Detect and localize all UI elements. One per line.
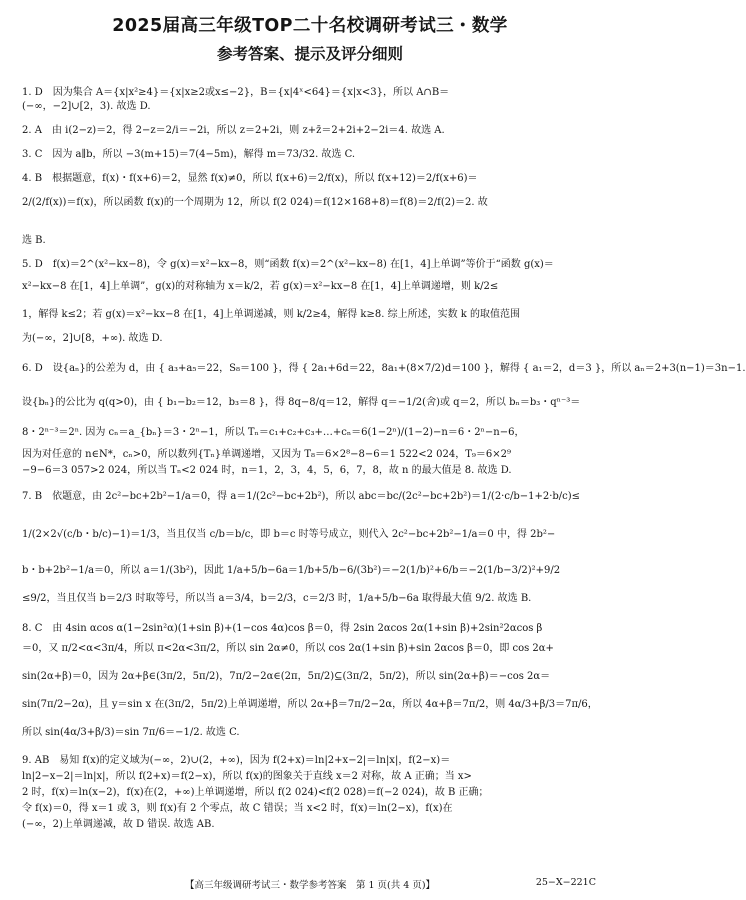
answer-line: 2/(2/f(x))＝f(x)，所以函数 f(x)的一个周期为 12，所以 f(2 024)＝f(12×168+8)＝f(8)＝2/f(2)＝2. 故 xyxy=(22,197,488,208)
answer-line: 8・2ⁿ⁻³＝2ⁿ. 因为 cₙ＝a_{bₙ}＝3・2ⁿ−1，所以 Tₙ＝c₁+c₂+c₃+…+cₙ＝6(1−2ⁿ)/(1−2)−n＝6・2ⁿ−n−6， xyxy=(22,427,525,438)
answer-line: 2 时，f(x)＝ln(x−2)，f(x)在(2，+∞)上单调递增，所以 f(2 024)<f(2 028)＝f(−2 024)，故 B 正确； xyxy=(22,787,489,798)
answer-line: 为(−∞，2]∪[8，+∞). 故选 D. xyxy=(22,333,163,344)
answer-line: 令 f(x)＝0，得 x＝1 或 3，则 f(x)有 2 个零点，故 C 错误；当 x<2 时，f(x)＝ln(2−x)，f(x)在 xyxy=(22,803,453,814)
answer-line: 5. D f(x)＝2^(x²−kx−8)，令 g(x)＝x²−kx−8，则“函数 f(x)＝2^(x²−kx−8) 在[1，4]上单调”等价于“函数 g(x)＝ xyxy=(22,259,554,270)
answer-line: 8. C 由 4sin αcos α(1−2sin²α)(1+sin β)+(1−cos 4α)cos β＝0，得 2sin 2αcos 2α(1+sin β)+2sin²2αcos β xyxy=(22,623,543,634)
answer-line: 6. D 设{aₙ}的公差为 d，由 { a₃+a₅＝22，S₈＝100 }，得 { 2a₁+6d＝22，8a₁+(8×7/2)d＝100 }，解得 { a₁＝2，d＝3 }，所以 aₙ＝2+3(n−1)＝3n−1. xyxy=(22,363,746,374)
footer-page-info: 【高三年级调研考试三・数学参考答案 第 1 页(共 4 页)】 xyxy=(184,880,436,891)
page-title: 2025届高三年级TOP二十名校调研考试三・数学 xyxy=(112,16,508,36)
answer-line: 1. D 因为集合 A＝{x|x²≥4}＝{x|x≥2或x≤−2}，B＝{x|4ˣ<64}＝{x|x<3}，所以 A∩B＝ xyxy=(22,87,450,98)
answer-line: ln|2−x−2|＝ln|x|，所以 f(2+x)＝f(2−x)，所以 f(x)的图象关于直线 x＝2 对称，故 A 正确；当 x> xyxy=(22,771,472,782)
answer-line: 1/(2×2√(c/b・b/c)−1)＝1/3，当且仅当 c/b＝b/c，即 b＝c 时等号成立，则代入 2c²−bc+2b²−1/a＝0 中，得 2b²− xyxy=(22,529,556,540)
answer-line: (−∞，2)上单调递减，故 D 错误. 故选 AB. xyxy=(22,819,215,830)
answer-line: b・b+2b²−1/a＝0，所以 a＝1/(3b²)，因此 1/a+5/b−6a＝1/b+5/b−6/(3b²)＝−2(1/b)²+6/b＝−2(1/b−3/2)²+9/2 xyxy=(22,565,561,576)
answer-line: 9. AB 易知 f(x)的定义域为(−∞，2)∪(2，+∞)，因为 f(2+x)＝ln|2+x−2|＝ln|x|，f(2−x)＝ xyxy=(22,755,451,766)
answer-line: sin(7π/2−2α)，且 y＝sin x 在(3π/2，5π/2)上单调递增，所以 2α+β＝7π/2−2α，所以 4α+β＝7π/2，则 4α/3+β/3＝7π/6， xyxy=(22,699,598,710)
answer-line: 设{bₙ}的公比为 q(q>0)，由 { b₁−b₂＝12，b₃＝8 }，得 8q−8/q＝12，解得 q＝−1/2(舍)或 q＝2，所以 bₙ＝b₃・qⁿ⁻³＝ xyxy=(22,397,581,408)
answer-line: 4. B 根据题意，f(x)・f(x+6)＝2，显然 f(x)≠0，所以 f(x+6)＝2/f(x)，所以 f(x+12)＝2/f(x+6)＝ xyxy=(22,173,478,184)
footer-code: 25−X−221C xyxy=(535,877,596,888)
answer-line: (−∞，−2]∪[2，3). 故选 D. xyxy=(22,101,151,112)
answer-line: 2. A 由 i(2−z)＝2，得 2−z＝2/i＝−2i，所以 z＝2+2i，则 z+z̄＝2+2i+2−2i＝4. 故选 A. xyxy=(22,125,445,136)
answer-line: x²−kx−8 在[1，4]上单调”，g(x)的对称轴为 x＝k/2，若 g(x)＝x²−kx−8 在[1，4]上单调递增，则 k/2≤ xyxy=(22,281,499,292)
page-subtitle: 参考答案、提示及评分细则 xyxy=(216,45,403,63)
answer-line: 选 B. xyxy=(22,235,46,246)
answer-line: 所以 sin(4α/3+β/3)＝sin 7π/6＝−1/2. 故选 C. xyxy=(22,727,240,738)
answer-line: 3. C 因为 a∥b，所以 −3(m+15)＝7(4−5m)，解得 m＝73/32. 故选 C. xyxy=(22,149,356,160)
answer-line: ＝0，又 π/2<α<3π/4，所以 π<2α<3π/2，所以 sin 2α≠0，所以 cos 2α(1+sin β)+sin 2αcos β＝0，即 cos 2α+ xyxy=(22,643,554,654)
answer-line: −9−6＝3 057>2 024，所以当 Tₙ<2 024 时，n＝1，2，3，4，5，6，7，8，故 n 的最大值是 8. 故选 D. xyxy=(22,465,512,476)
answer-line: 7. B 依题意，由 2c²−bc+2b²−1/a＝0，得 a＝1/(2c²−bc+2b²)，所以 abc＝bc/(2c²−bc+2b²)＝1/(2·c/b−1+2·b/c)≤ xyxy=(22,491,581,502)
answer-line: sin(2α+β)＝0，因为 2α+β∈(3π/2，5π/2)，7π/2−2α∈(2π，5π/2)⊆(3π/2，5π/2)，所以 sin(2α+β)＝−cos 2α＝ xyxy=(22,671,551,682)
answer-line: 1，解得 k≤2；若 g(x)＝x²−kx−8 在[1，4]上单调递减，则 k/2≥4，解得 k≥8. 综上所述，实数 k 的取值范围 xyxy=(22,309,521,320)
answer-line: ≤9/2，当且仅当 b＝2/3 时取等号，所以当 a＝3/4，b＝2/3，c＝2/3 时，1/a+5/b−6a 取得最大值 9/2. 故选 B. xyxy=(22,593,532,604)
answer-line: 因为对任意的 n∈N*，cₙ>0，所以数列{Tₙ}单调递增，又因为 T₈＝6×2⁸−8−6＝1 522<2 024，T₉＝6×2⁹ xyxy=(22,449,512,460)
